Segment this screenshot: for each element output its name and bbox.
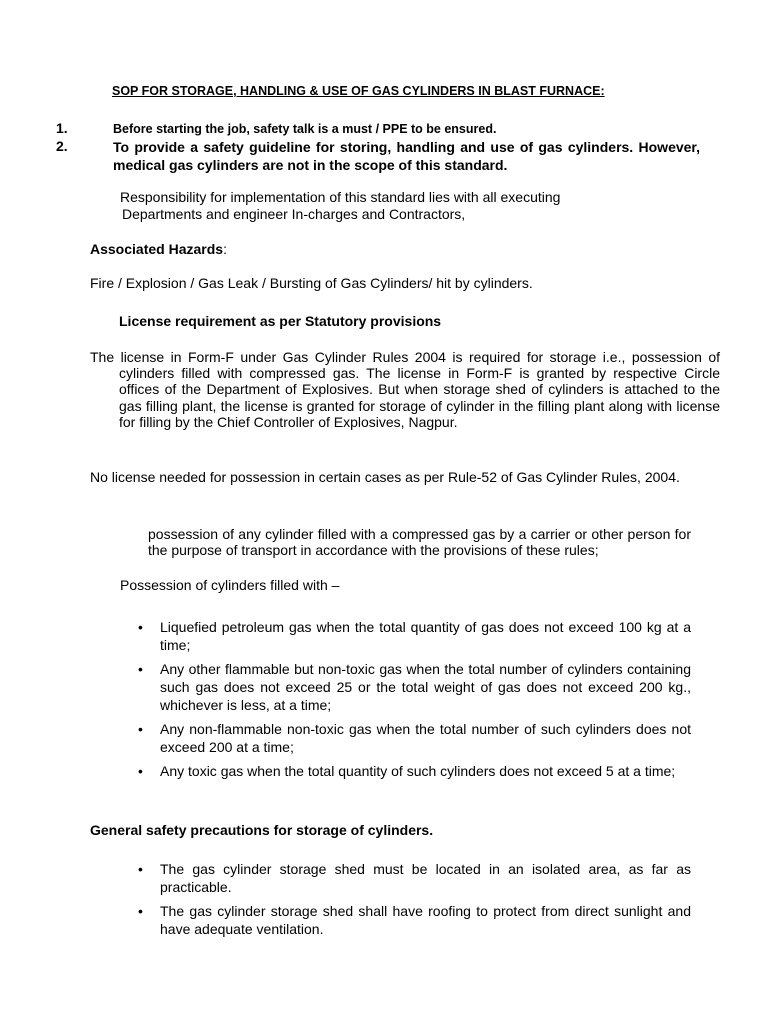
list-item	[138, 720, 691, 756]
list-item-text: Any toxic gas when the total quantity of such cylinders does not exceed 5 at a time;	[160, 763, 676, 779]
list-item	[138, 860, 691, 896]
license-paragraph-4: Possession of cylinders filled with –	[120, 577, 340, 593]
precautions-heading: General safety precautions for storage of cylinders.	[90, 822, 434, 838]
list-item-text: Any non-flammable non-toxic gas when the total number of such cylinders does not exceed 200 at a time;	[160, 721, 691, 755]
license-paragraph-2: No license needed for possession in certain cases as per Rule-52 of Gas Cylinder Rules, 2004.	[90, 469, 680, 485]
bullet-icon: •	[138, 861, 143, 877]
bullet-icon: •	[138, 661, 143, 677]
license-paragraph-1: The license in Form-F under Gas Cylinder Rules 2004 is required for storage i.e., possession of cylinders filled with compressed gas. The license in Form-F is granted by respective Circle offices of the Department of Explosives. But when storage shed of cylinders is attached to the gas filling plant, the license is granted for storage of cylinder in the filling plant along with license for filling by the Chief Controller of Explosives, Nagpur.	[90, 349, 720, 430]
hazards-heading-line	[90, 241, 227, 257]
license-paragraph-3: possession of any cylinder filled with a compressed gas by a carrier or other person for the purpose of transport in accordance with the provisions of these rules;	[148, 526, 691, 558]
bullet-icon: •	[138, 763, 143, 779]
license-bullet-list	[138, 618, 691, 786]
list-item	[138, 660, 691, 714]
hazards-heading: Associated Hazards	[90, 241, 224, 257]
item-number-1: 1.	[56, 120, 68, 136]
bullet-icon: •	[138, 721, 143, 737]
item-text-2: To provide a safety guideline for storing, handling and use of gas cylinders. However, medical gas cylinders are not in the scope of this standard.	[113, 139, 700, 173]
item-text-1: Before starting the job, safety talk is a must / PPE to be ensured.	[113, 122, 497, 136]
responsibility-line-1: Responsibility for implementation of this standard lies with all executing	[120, 189, 561, 205]
license-heading: License requirement as per Statutory provisions	[119, 313, 442, 329]
item-number-2: 2.	[56, 138, 68, 154]
list-item	[138, 762, 691, 780]
responsibility-line-2: Departments and engineer In-charges and Contractors,	[122, 206, 466, 222]
precautions-bullet-list	[138, 860, 691, 944]
list-item-text: Any other flammable but non-toxic gas when the total number of cylinders containing such gas does not exceed 25 or the total weight of gas does not exceed 200 kg., whichever is less, at a time;	[160, 661, 691, 713]
list-item-text: The gas cylinder storage shed must be located in an isolated area, as far as practicable.	[160, 861, 691, 895]
bullet-icon: •	[138, 903, 143, 919]
document-title: SOP FOR STORAGE, HANDLING & USE OF GAS CYLINDERS IN BLAST FURNACE:	[112, 84, 605, 98]
hazards-colon: :	[223, 241, 227, 257]
hazards-text: Fire / Explosion / Gas Leak / Bursting of Gas Cylinders/ hit by cylinders.	[90, 275, 533, 291]
bullet-icon: •	[138, 619, 143, 635]
list-item-text: Liquefied petroleum gas when the total quantity of gas does not exceed 100 kg at a time;	[160, 619, 691, 653]
list-item	[138, 618, 691, 654]
list-item	[138, 902, 691, 938]
list-item-text: The gas cylinder storage shed shall have roofing to protect from direct sunlight and have adequate ventilation.	[160, 903, 691, 937]
